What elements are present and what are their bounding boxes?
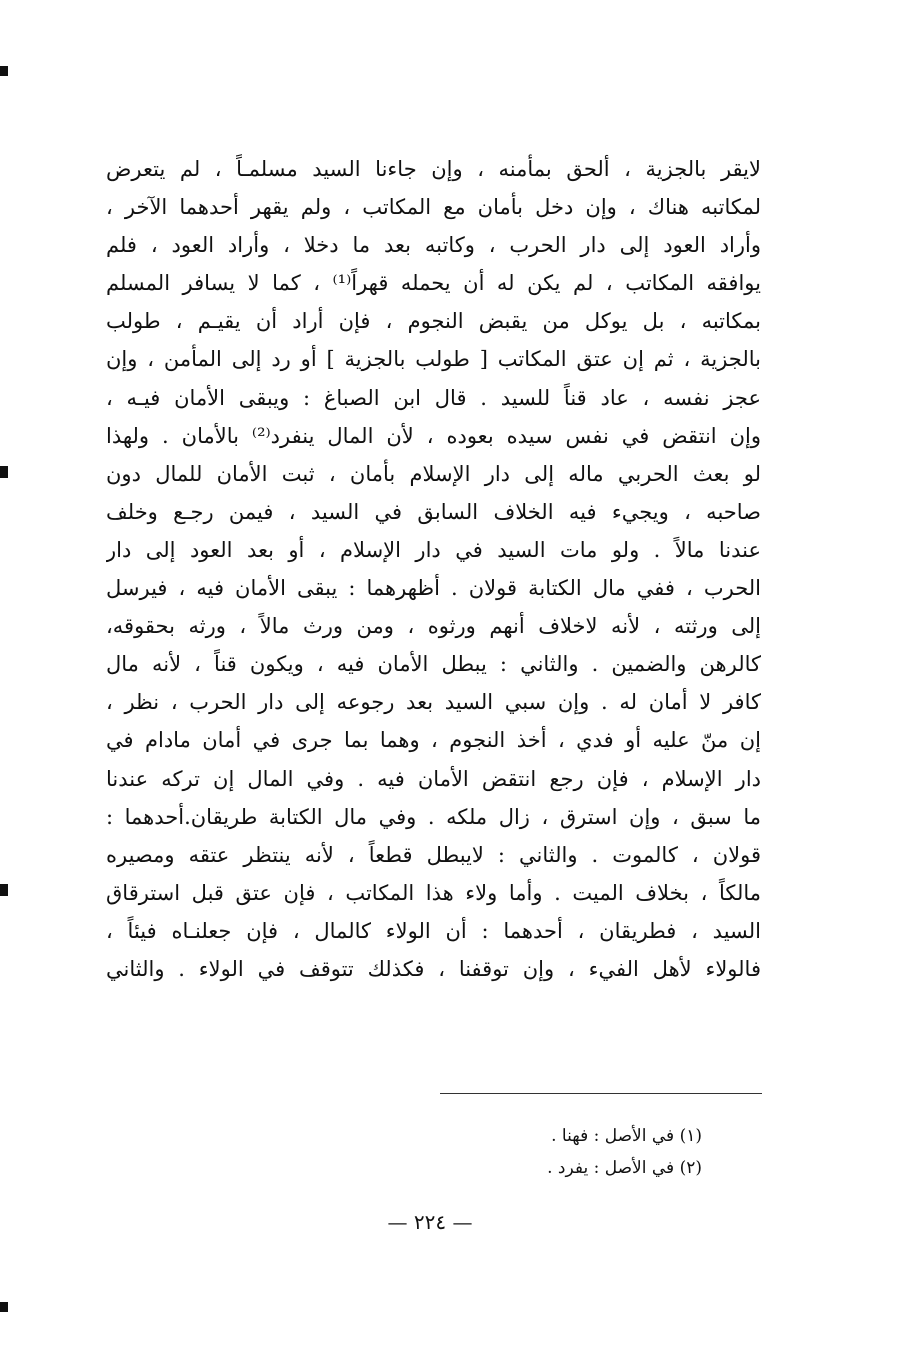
text-line: إلى ورثته ، لأنه لاخلاف أنهم ورثوه ، ومن ورث مالاً ، ورثه بحقوقه، [106, 614, 761, 639]
text-line: بمكاتبه ، بل يوكل من يقبض النجوم ، فإن أراد أن يقيـم ، طولب [106, 309, 761, 334]
page-number: — ٢٢٤ — [387, 1210, 473, 1234]
text-line: إن منّ عليه أو فدي ، أخذ النجوم ، وهما بما جرى في أمان مادام في [106, 728, 761, 753]
text-line: لو بعث الحربي ماله إلى دار الإسلام بأمان ، ثبت الأمان للمال دون [106, 461, 761, 486]
text-line: عندنا مالاً . ولو مات السيد في دار الإسلام ، أو بعد العود إلى دار [106, 537, 761, 562]
footnotes [380, 1120, 702, 1184]
text-line: بالجزية ، ثم إن عتق المكاتب [ طولب بالجزية ] أو رد إلى المأمن ، وإن [106, 347, 761, 372]
text-line: لايقر بالجزية ، ألحق بمأمنه ، وإن جاءنا السيد مسلمـاً ، لم يتعرض [106, 157, 761, 181]
text-line: ما سبق ، وإن استرق ، زال ملكه . وفي مال الكتابة طريقان.أحدهما : [106, 804, 761, 829]
scan-edge-mark [0, 884, 8, 896]
text-line: الحرب ، ففي مال الكتابة قولان . أظهرهما : يبقى الأمان فيه ، فيرسل [106, 576, 761, 601]
text-line: مالكاً ، بخلاف الميت . وأما ولاء هذا المكاتب ، فإن عتق قبل استرقاق [106, 880, 761, 905]
text-line: كافر لا أمان له . وإن سبي السيد بعد رجوعه إلى دار الحرب ، نظر ، [106, 690, 761, 715]
scan-edge-mark [0, 66, 8, 76]
text-line: يوافقه المكاتب ، لم يكن له أن يحمله قهراً⁽¹⁾ ، كما لا يسافر المسلم [106, 271, 761, 296]
text-line: قولان ، كالموت . والثاني : لايبطل قطعاً ، لأنه ينتظر عتقه ومصيره [106, 842, 761, 867]
text-line: وأراد العود إلى دار الحرب ، وكاتبه بعد ما دخلا ، وأراد العود ، فلم [106, 233, 761, 258]
footnote: (٢) في الأصل : يفرد . [547, 1158, 702, 1178]
footnote: (١) في الأصل : فهنا . [551, 1126, 702, 1146]
text-line: صاحبه ، ويجيء فيه الخلاف السابق في السيد ، فيمن رجـع وخلف [106, 499, 761, 524]
text-line: كالرهن والضمين . والثاني : يبطل الأمان فيه ، ويكون قناً ، لأنه مال [106, 652, 761, 677]
text-line: وإن انتقض في نفس سيده بعوده ، لأن المال ينفرد⁽²⁾ بالأمان . ولهذا [106, 423, 761, 448]
text-line: دار الإسلام ، فإن رجع انتقض الأمان فيه . وفي المال إن تركه عندنا [106, 766, 761, 791]
text-line: لمكاتبه هناك ، وإن دخل بأمان مع المكاتب ، ولم يقهر أحدهما الآخر ، [106, 195, 761, 220]
main-text [106, 150, 761, 988]
text-line: فالولاء لأهل الفيء ، وإن توقفنا ، فكذلك تتوقف في الولاء . والثاني [106, 956, 761, 981]
footnote-divider [440, 1093, 762, 1094]
scan-edge-mark [0, 1302, 8, 1312]
text-line: السيد ، فطريقان ، أحدهما : أن الولاء كالمال ، فإن جعلنـاه فيئاً ، [106, 918, 761, 943]
text-line: عجز نفسه ، عاد قناً للسيد . قال ابن الصباغ : ويبقى الأمان فيـه ، [106, 385, 761, 410]
scan-edge-mark [0, 466, 8, 478]
